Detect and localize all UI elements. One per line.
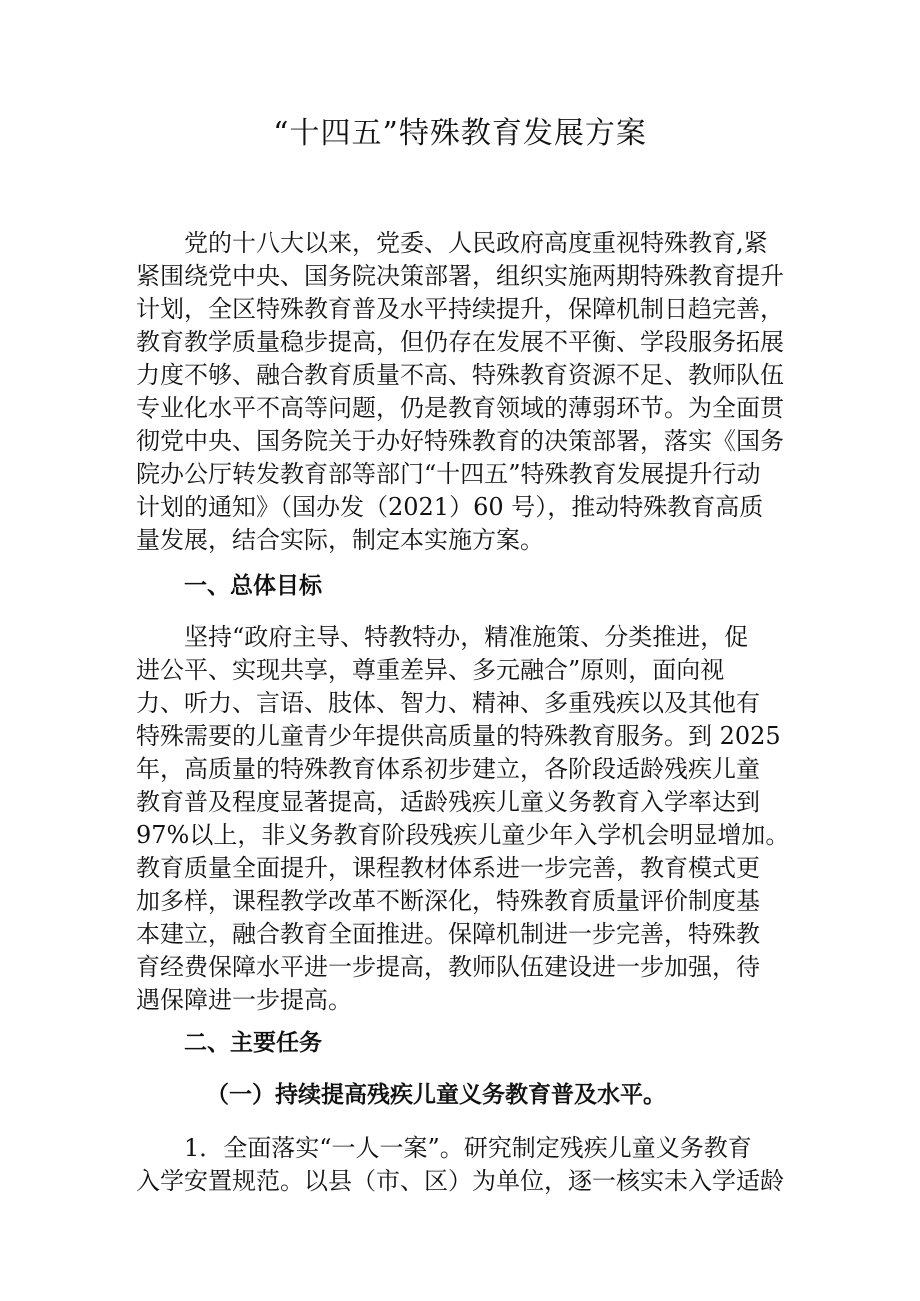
intro-line: 专业化水平不高等问题，仍是教育领域的薄弱环节。为全面贯 <box>136 394 784 422</box>
item-line: 入学安置规范。以县（市、区）为单位，逐一核实未入学适龄 <box>136 1167 784 1195</box>
section1-line: 力、听力、言语、肢体、智力、精神、多重残疾以及其他有 <box>136 689 760 717</box>
item-line: 1．全面落实“一人一案”。研究制定残疾儿童义务教育 <box>184 1134 752 1162</box>
intro-line: 党的十八大以来，党委、人民政府高度重视特殊教育,紧 <box>184 229 768 257</box>
section1-line: 教育质量全面提升，课程教材体系进一步完善，教育模式更 <box>136 854 760 882</box>
section1-line: 遇保障进一步提高。 <box>136 986 352 1014</box>
section-heading: 一、总体目标 <box>184 573 322 599</box>
intro-line: 力度不够、融合教育质量不高、特殊教育资源不足、教师队伍 <box>136 361 784 389</box>
section1-line: 97%以上，非义务教育阶段残疾儿童少年入学机会明显增加。 <box>136 821 790 849</box>
section1-line: 教育普及程度显著提高，适龄残疾儿童义务教育入学率达到 <box>136 788 760 816</box>
intro-line: 彻党中央、国务院关于办好特殊教育的决策部署，落实《国务 <box>136 427 784 455</box>
intro-line: 紧围绕党中央、国务院决策部署，组织实施两期特殊教育提升 <box>136 262 784 290</box>
section1-line: 本建立，融合教育全面推进。保障机制进一步完善，特殊教 <box>136 920 760 948</box>
section1-line: 坚持“政府主导、特教特办，精准施策、分类推进，促 <box>184 623 749 651</box>
section1-line: 特殊需要的儿童青少年提供高质量的特殊教育服务。到 2025 <box>136 722 781 750</box>
intro-line: 计划的通知》（国办发（2021）60 号），推动特殊教育高质 <box>136 493 764 521</box>
intro-line: 教育教学质量稳步提高，但仍存在发展不平衡、学段服务拓展 <box>136 328 784 356</box>
section1-line: 进公平、实现共享，尊重差异、多元融合”原则，面向视 <box>136 656 725 684</box>
intro-line: 量发展，结合实际，制定本实施方案。 <box>136 526 544 554</box>
section1-line: 年，高质量的特殊教育体系初步建立，各阶段适龄残疾儿童 <box>136 755 760 783</box>
document-title: “十四五”特殊教育发展方案 <box>273 116 647 151</box>
section-heading: 二、主要任务 <box>184 1030 322 1056</box>
intro-line: 院办公厅转发教育部等部门“十四五”特殊教育发展提升行动 <box>136 460 761 488</box>
section1-line: 加多样，课程教学改革不断深化，特殊教育质量评价制度基 <box>136 887 760 915</box>
intro-line: 计划，全区特殊教育普及水平持续提升，保障机制日趋完善， <box>136 295 784 323</box>
section1-line: 育经费保障水平进一步提高，教师队伍建设进一步加强，待 <box>136 953 760 981</box>
subsection-heading: （一）持续提高残疾儿童义务教育普及水平。 <box>206 1082 666 1108</box>
